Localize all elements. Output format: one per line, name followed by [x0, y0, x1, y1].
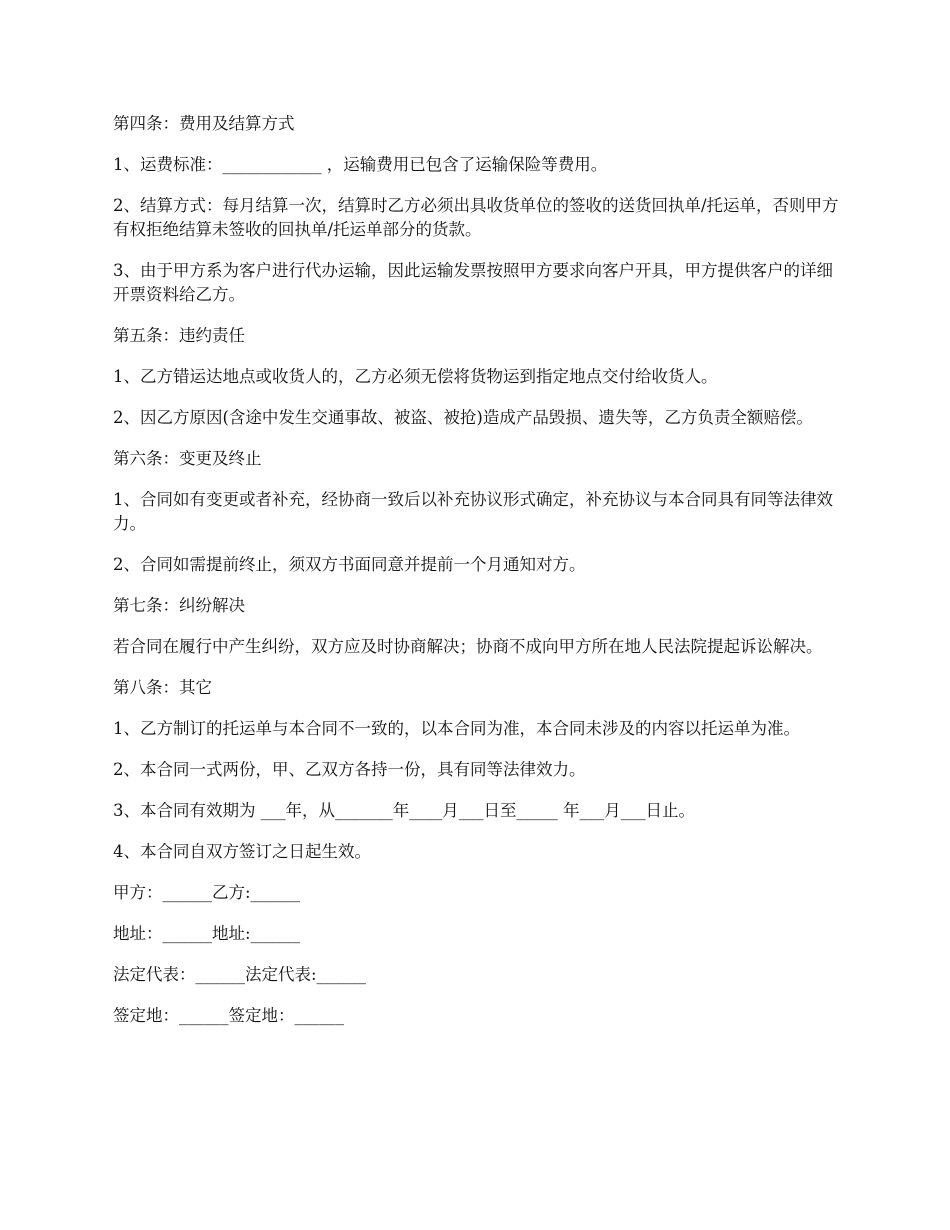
signature-legal-representative: 法定代表：______法定代表:______ [113, 965, 367, 984]
section-heading-7: 第七条：纠纷解决 [113, 596, 245, 615]
clause-dispute: 若合同在履行中产生纠纷，双方应及时协商解决；协商不成向甲方所在地人民法院提起诉讼解决。 [113, 637, 823, 656]
section-heading-8: 第八条：其它 [113, 678, 212, 697]
clause-freight-standard: 1、运费标准：____________ ，运输费用已包含了运输保险等费用。 [113, 155, 608, 174]
document-body [113, 112, 843, 1045]
signature-address: 地址：______地址:______ [113, 924, 301, 943]
clause-settlement-method: 2、结算方式：每月结算一次，结算时乙方必须出具收货单位的签收的送货回执单/托运单，否则甲方有权拒绝结算未签收的回执单/托运单部分的货款。 [113, 196, 839, 239]
clause-invoice: 3、由于甲方系为客户进行代办运输，因此运输发票按照甲方要求向客户开具，甲方提供客户的详细开票资料给乙方。 [113, 261, 833, 304]
clause-compensation: 2、因乙方原因(含途中发生交通事故、被盗、被抢)造成产品毁损、遗失等，乙方负责全额赔偿。 [113, 408, 813, 427]
clause-copies: 2、本合同一式两份，甲、乙双方各持一份，具有同等法律效力。 [113, 760, 586, 779]
signature-signing-place: 签定地：______签定地：______ [113, 1006, 344, 1025]
clause-wrong-delivery: 1、乙方错运达地点或收货人的，乙方必须无偿将货物运到指定地点交付给收货人。 [113, 367, 718, 386]
clause-effective: 4、本合同自双方签订之日起生效。 [113, 842, 371, 861]
clause-termination: 2、合同如需提前终止，须双方书面同意并提前一个月通知对方。 [113, 555, 586, 574]
section-heading-5: 第五条：违约责任 [113, 326, 245, 345]
clause-waybill-precedence: 1、乙方制订的托运单与本合同不一致的，以本合同为准，本合同未涉及的内容以托运单为准。 [113, 719, 800, 738]
section-heading-6: 第六条：变更及终止 [113, 449, 262, 468]
signature-parties: 甲方：______乙方:______ [113, 883, 301, 902]
clause-amendment: 1、合同如有变更或者补充，经协商一致后以补充协议形式确定，补充协议与本合同具有同等法律效力。 [113, 490, 833, 533]
section-heading-4: 第四条：费用及结算方式 [113, 114, 295, 133]
clause-validity-period: 3、本合同有效期为 ___年，从_______年____月___日至_____ 年___月___日止。 [113, 801, 695, 820]
